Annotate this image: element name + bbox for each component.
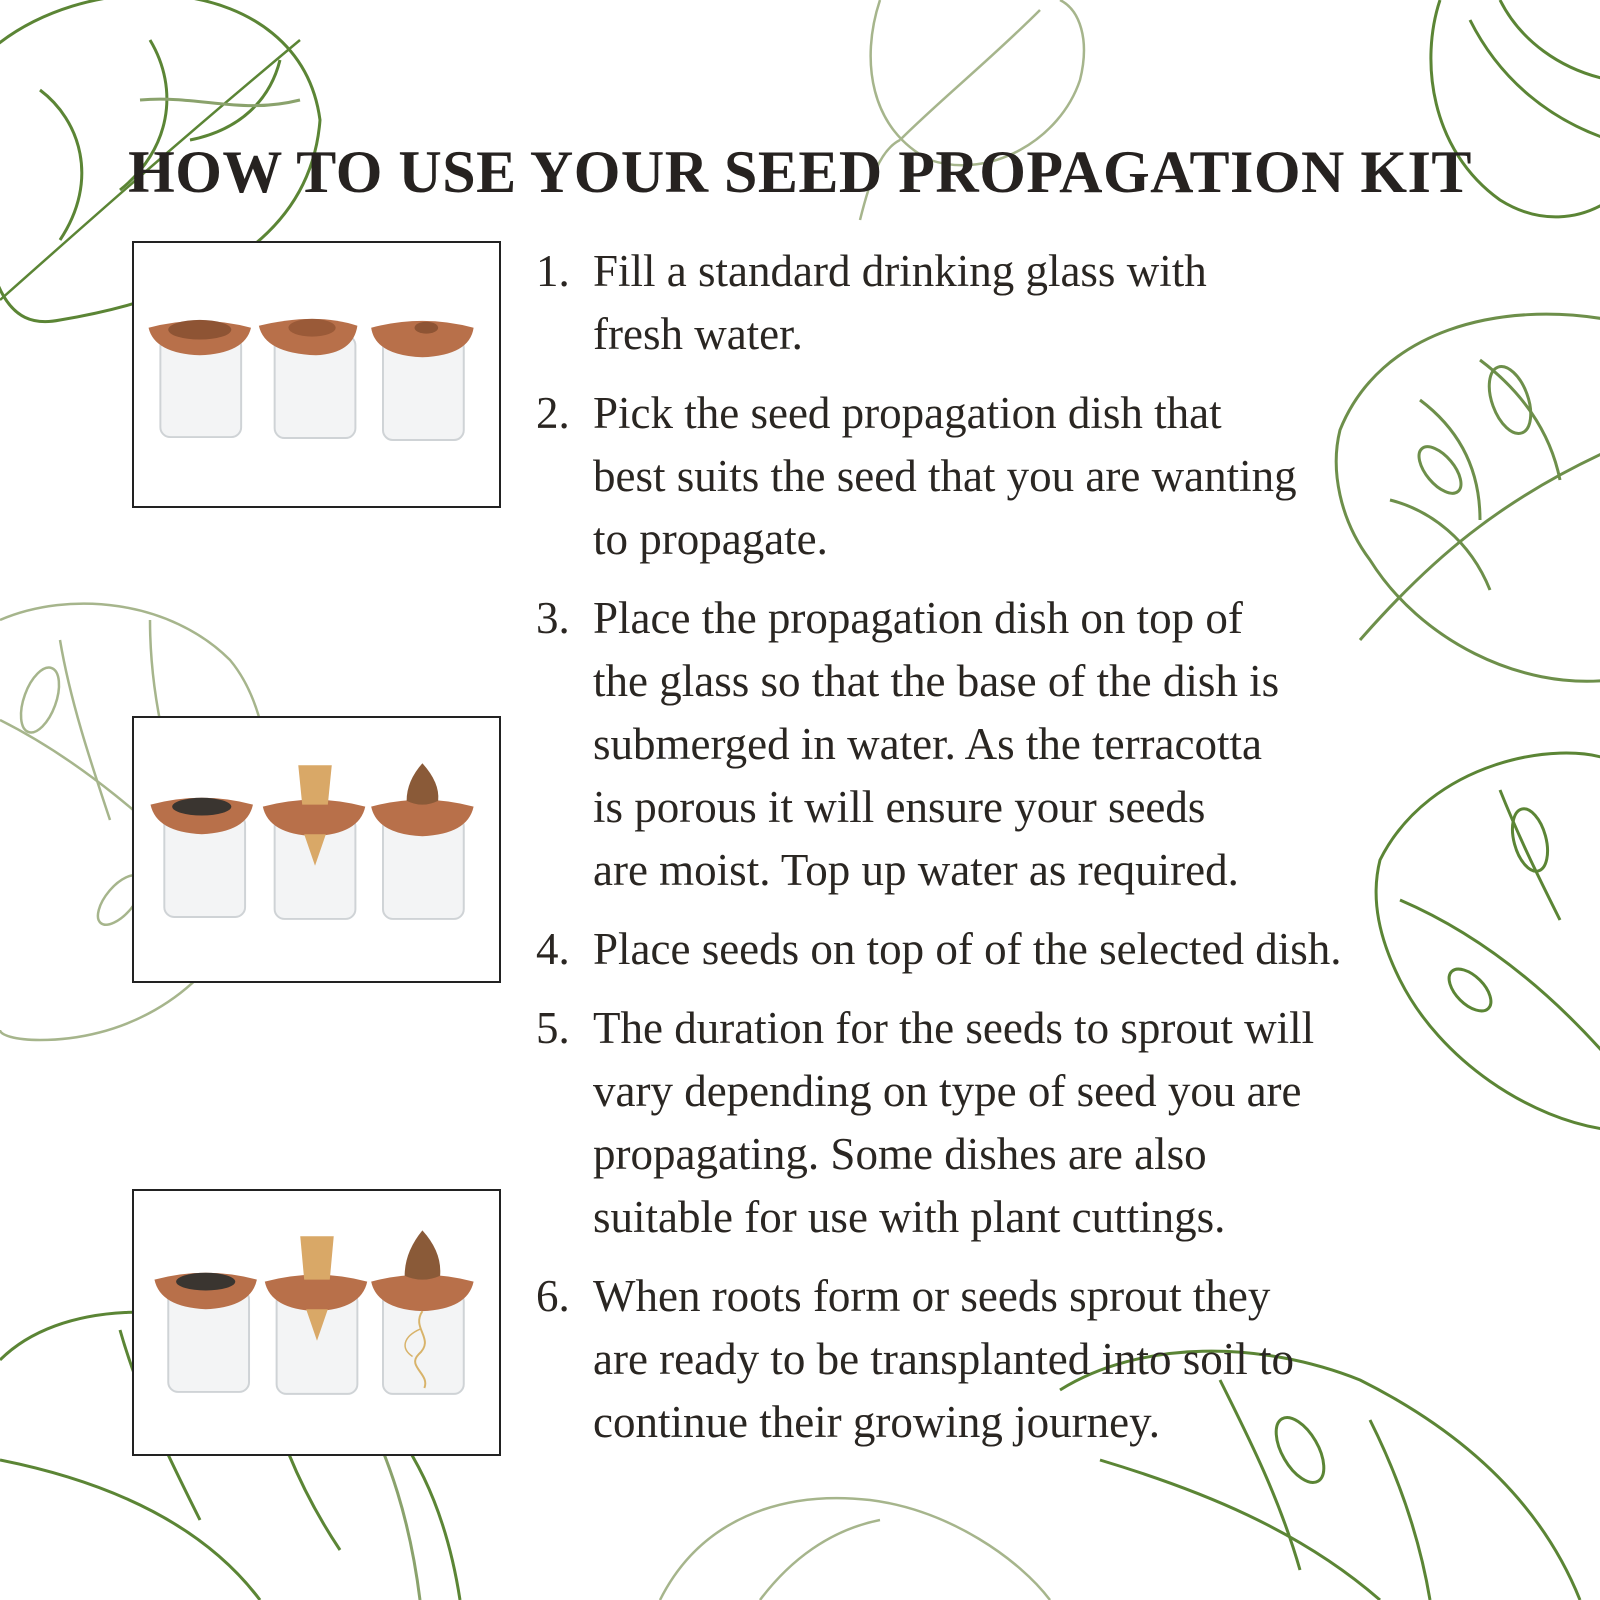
step-number: 1. [536, 246, 570, 296]
step-line: is porous it will ensure your seeds [593, 782, 1206, 832]
step-line: Place seeds on top of of the selected dish. [593, 924, 1342, 974]
step-line: vary depending on type of seed you are [593, 1066, 1302, 1116]
step-number: 4. [536, 924, 570, 974]
step-line: suitable for use with plant cuttings. [593, 1192, 1226, 1242]
photo-seeds-sprouting [132, 1189, 501, 1456]
step-4 [536, 918, 1496, 981]
step-line: propagating. Some dishes are also [593, 1129, 1207, 1179]
step-line: Place the propagation dish on top of [593, 593, 1243, 643]
step-line: submerged in water. As the terracotta [593, 719, 1262, 769]
step-line: Fill a standard drinking glass with [593, 246, 1207, 296]
glass-with-mesh-dish [149, 320, 251, 437]
glass-with-cork-seed [265, 1236, 367, 1394]
page-title: HOW TO USE YOUR SEED PROPAGATION KIT [128, 139, 1472, 205]
step-number: 6. [536, 1271, 570, 1321]
step-line: the glass so that the base of the dish is [593, 656, 1280, 706]
terracotta-dish-on-glass-icon [134, 1191, 499, 1454]
glass-with-small-hole-dish [371, 321, 473, 440]
photo-dishes-with-seeds [132, 716, 501, 983]
glass-with-cork-seed [263, 765, 365, 919]
instruction-list [536, 240, 1496, 1470]
glass-with-small-seeds [151, 798, 253, 917]
step-number: 2. [536, 388, 570, 438]
step-line: are moist. Top up water as required. [593, 845, 1239, 895]
step-6 [536, 1265, 1496, 1454]
step-2 [536, 382, 1496, 571]
step-number: 5. [536, 1003, 570, 1053]
step-line: Pick the seed propagation dish that [593, 388, 1222, 438]
glass-with-small-seeds [154, 1273, 256, 1392]
step-line: fresh water. [593, 309, 803, 359]
step-line: to propagate. [593, 514, 828, 564]
photo-empty-dishes [132, 241, 501, 508]
step-line: The duration for the seeds to sprout will [593, 1003, 1315, 1053]
glass-with-cone-dish [259, 319, 358, 438]
step-5 [536, 997, 1496, 1249]
glass-with-avocado-seed [371, 763, 473, 919]
step-line: best suits the seed that you are wanting [593, 451, 1297, 501]
terracotta-dish-on-glass-icon [134, 243, 499, 506]
terracotta-dish-on-glass-icon [134, 718, 499, 981]
step-line: When roots form or seeds sprout they [593, 1271, 1271, 1321]
leaf-bottom-center [660, 1498, 1050, 1600]
step-3 [536, 587, 1496, 902]
step-number: 3. [536, 593, 570, 643]
step-line: continue their growing journey. [593, 1397, 1160, 1447]
step-line: are ready to be transplanted into soil to [593, 1334, 1295, 1384]
step-1 [536, 240, 1496, 366]
glass-with-sprouting-avocado [371, 1230, 473, 1394]
